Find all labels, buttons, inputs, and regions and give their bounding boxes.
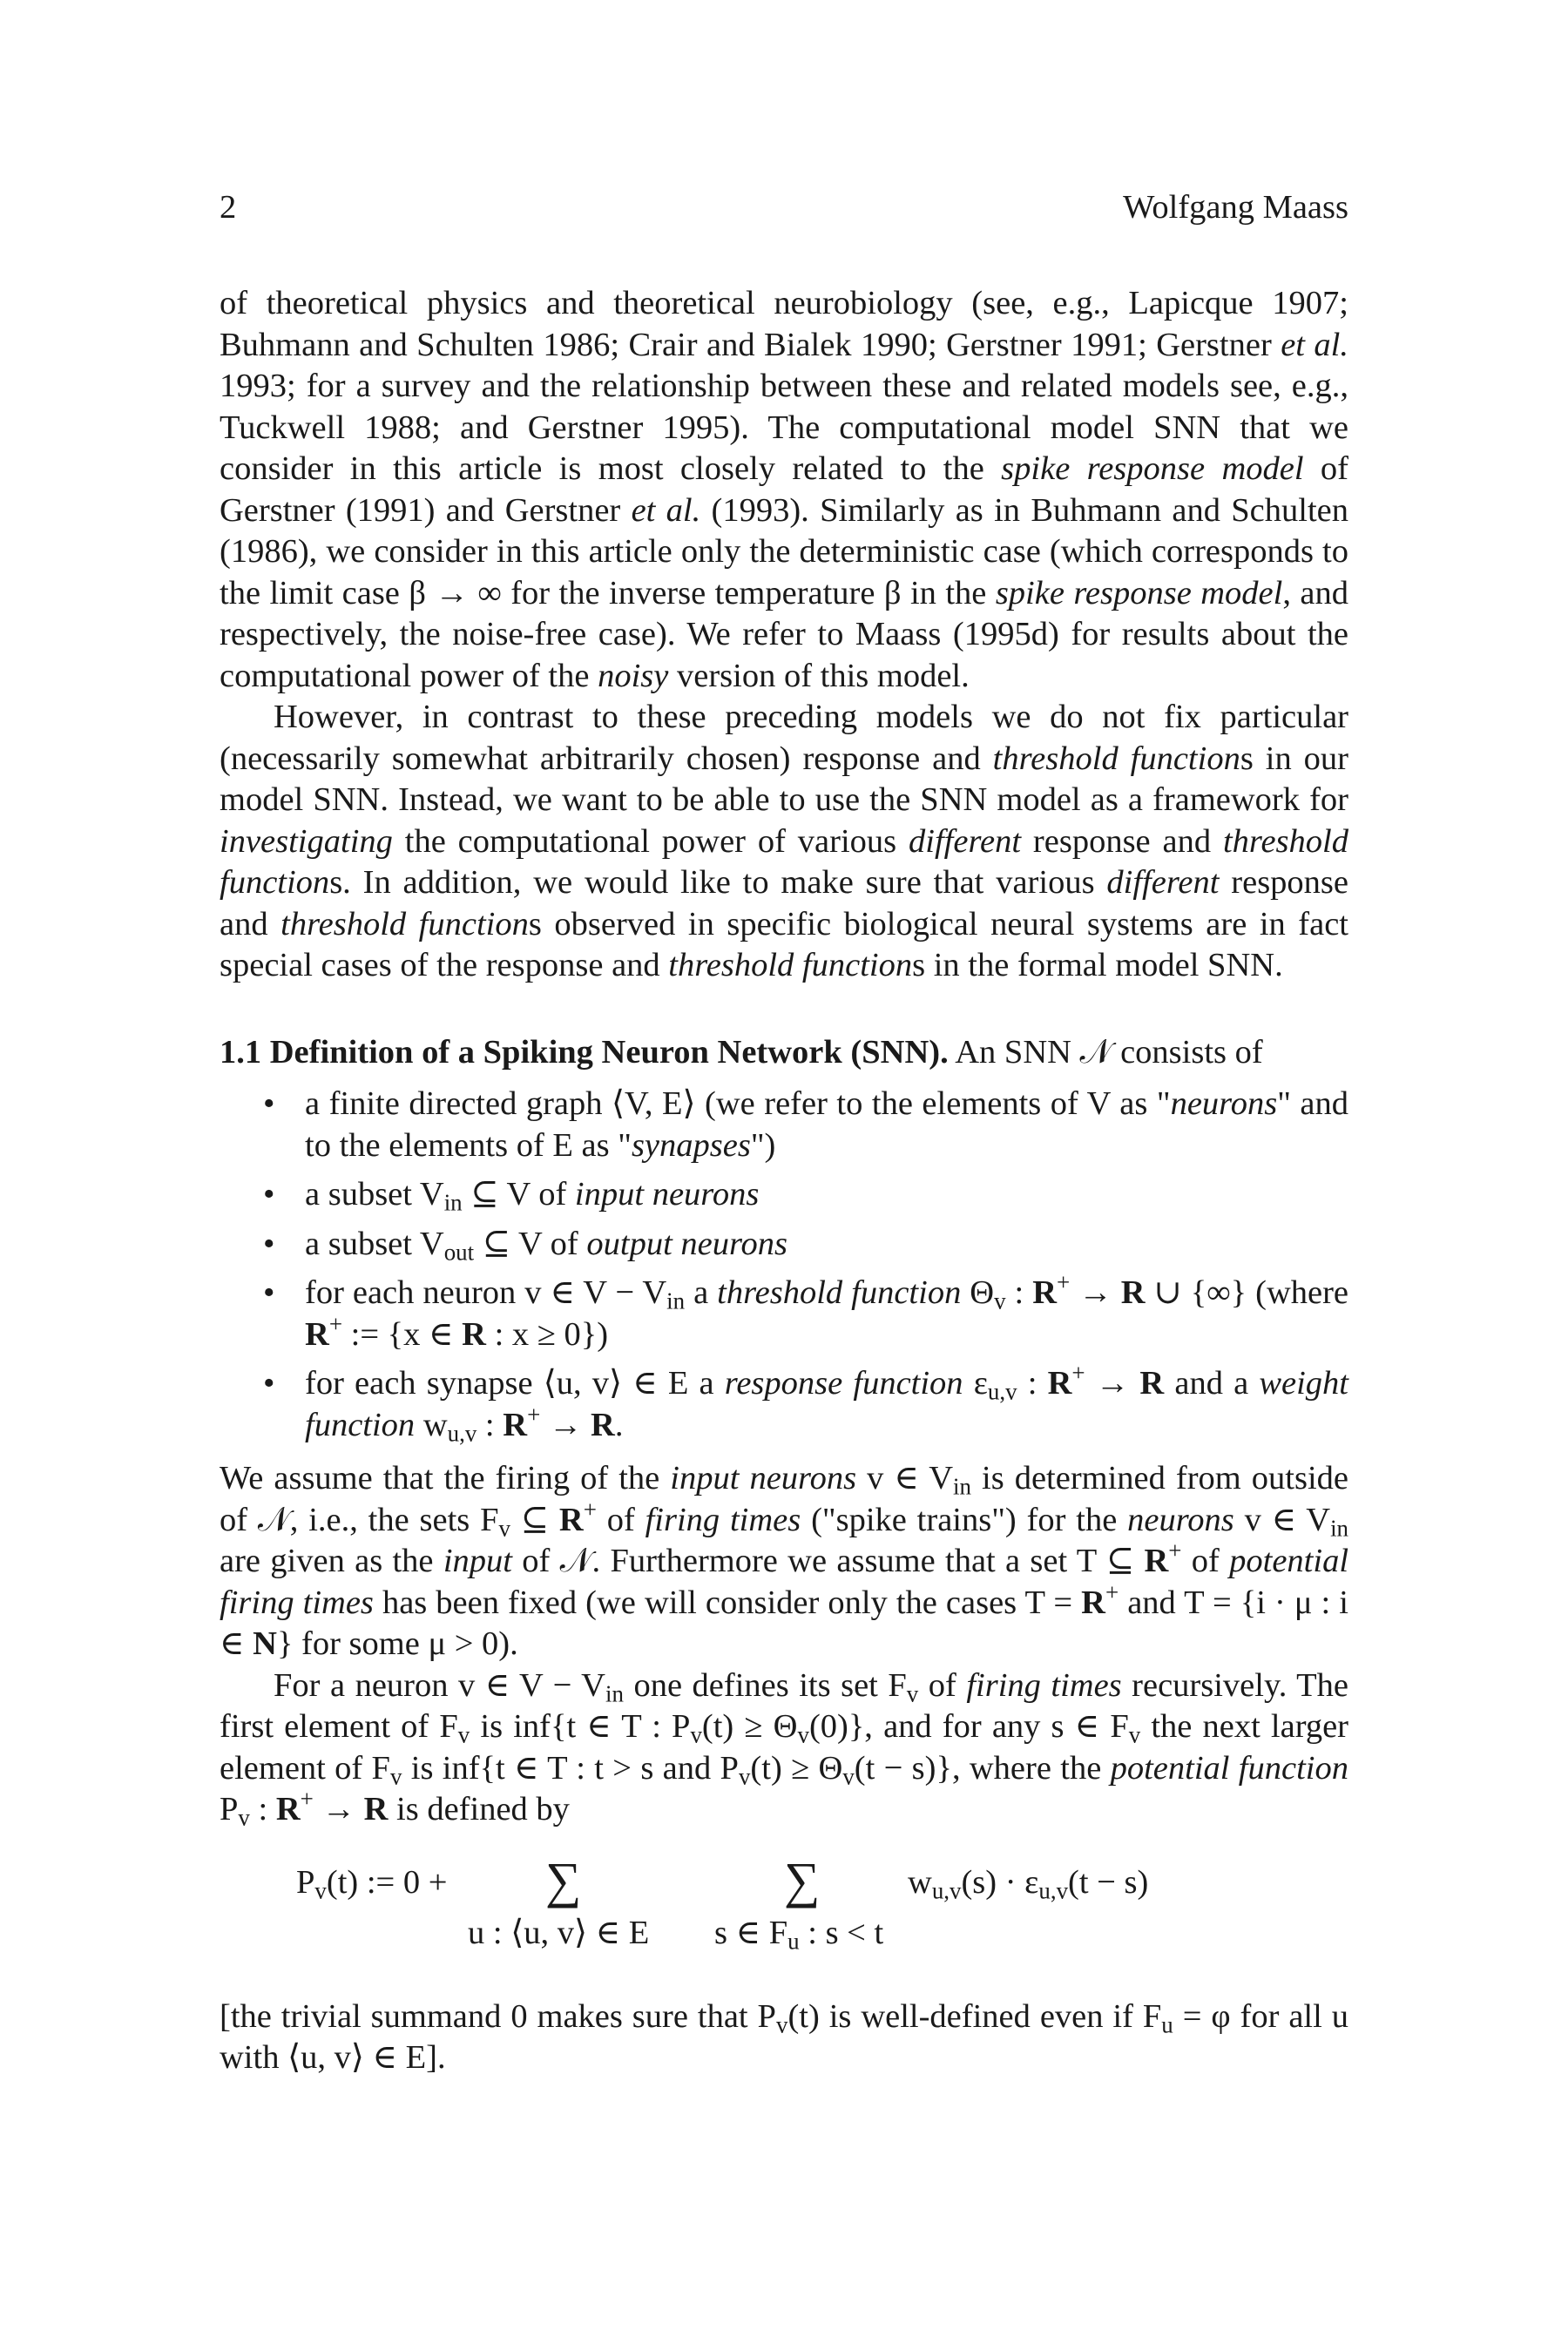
section-title: Definition of a Spiking Neuron Network (SNN). [269, 1033, 949, 1071]
page-body [220, 283, 1348, 2079]
page-number: 2 [220, 189, 237, 226]
section-number: 1.1 [220, 1033, 262, 1071]
paragraph-intro: of theoretical physics and theoretical neurobiology (see, e.g., Lapicque 1907; Buhmann and Schulten 1986; Crair and Bialek 1990; Gerstner 1991; Gerstner et al. 1993; for a survey and the relationship between these and related models see, e.g., Tuckwell 1988; and Gerstner 1995). The computational model SNN that we consider in this article is most closely related to the spike response model of Gerstner (1991) and Gerstner et al. (1993). Similarly as in Buhmann and Schulten (1986), we consider in this article only the deterministic case (which corresponds to the limit case β → ∞ for the inverse temperature β in the spike response model, and respectively, the noise-free case). We refer to Maass (1995d) for results about the computational power of the noisy version of this model. [220, 285, 1348, 694]
paragraph-input-neurons: We assume that the firing of the input neurons v ∈ $V_{in}$ is determined from outside of 𝒩, i.e., the sets $F_v$ ⊆ R+ of firing times ("spike trains") for the neurons v ∈ $V_{in}$ are given as the input of 𝒩. Furthermore we assume that a set T ⊆ R+ of potential firing times has been fixed (we will consider only the cases T = R+ and T = {i · μ : i ∈ N} for some μ > 0). [220, 1460, 1349, 1662]
definition-item: • a subset $V_{in}$ ⊆ V of input neurons [220, 1174, 1348, 1216]
definition-list [220, 1084, 1348, 1446]
definition-item: • a subset $V_{out}$ ⊆ V of output neurons [220, 1224, 1348, 1266]
paragraph-firing-times: For a neuron v ∈ $V - V_{in}$ one defines its set $F_v$ of firing times recursively. The first element of $F_v$ is inf{t ∈ T : $P_v(t) \ge \Theta_v(0)$}, and for any s ∈ $F_v$ the next larger element of $F_v$ is inf{t ∈ T : t > s and $P_v(t) \ge \Theta_v(t - s)$}, where the potential function $P_v$ : R+ → R is defined by [220, 1666, 1349, 1831]
section-lead: An SNN 𝒩 consists of [955, 1033, 1263, 1071]
sum-index-inner: s ∈ $F_u$ : s < t [714, 1914, 884, 1955]
potential-equation [220, 1847, 1348, 1977]
running-header [220, 187, 1348, 231]
running-head-author: Wolfgang Maass [1123, 189, 1348, 226]
paragraph-contrast: However, in contrast to these preceding models we do not fix particular (necessarily somewhat arbitrarily chosen) response and threshold functions in our model SNN. Instead, we want to be able to use the SNN model as a framework for investigating the computational power of various different response and threshold functions. In addition, we would like to make sure that various different response and threshold functions observed in specific biological neural systems are in fact special cases of the response and threshold functions in the formal model SNN. [220, 699, 1348, 983]
sum-symbol-outer: ∑ [545, 1851, 582, 1908]
definition-item: • for each neuron v ∈ $V - V_{in}$ a threshold function $\Theta_v$ : R+ → R ∪ {∞} (where R+ := {x ∈ R : x ≥ 0}) [220, 1273, 1348, 1355]
equation-lhs: $P_v(t)$ := 0 + [296, 1863, 448, 1904]
equation-summand: $w_{u,v}(s) \cdot \varepsilon_{u,v}(t - s)$ [908, 1863, 1149, 1904]
sum-index-outer: u : ⟨u, v⟩ ∈ E [468, 1914, 650, 1951]
section-heading [220, 1032, 1348, 1074]
definition-item: • a finite directed graph ⟨V, E⟩ (we refer to the elements of V as "neurons" and to the elements of E as "synapses") [220, 1084, 1348, 1166]
definition-item: • for each synapse ⟨u, v⟩ ∈ E a response function $\varepsilon_{u,v}$ : R+ → R and a weight function $w_{u,v}$ : R+ → R. [220, 1363, 1348, 1446]
sum-symbol-inner: ∑ [784, 1851, 821, 1908]
paragraph-trivial-summand: [the trivial summand 0 makes sure that $P_v(t)$ is well-defined even if $F_u = \varphi$ for all u with ⟨u, v⟩ ∈ E]. [220, 1997, 1349, 2076]
